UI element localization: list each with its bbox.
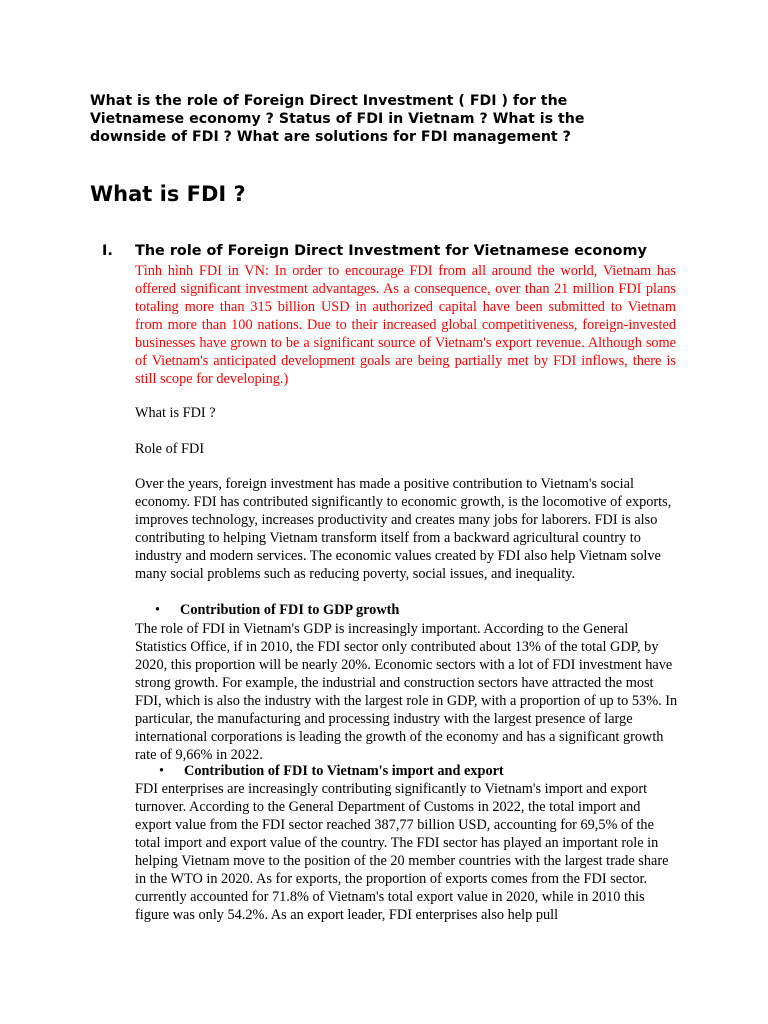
section-number: I. [102,243,113,259]
heading-what-is-fdi: What is FDI ? [90,182,246,206]
red-intro-paragraph: Tình hình FDI in VN: In order to encourage FDI from all around the world, Vietnam has offered significant investment advantages. As a consequence, over than 21 million FDI plans totaling more than 315 billion USD in authorized capital have been submitted to Vietnam from more than 100 nations. Due to their increased global competitiveness, foreign-invested businesses have grown to be a significant source of Vietnam's export revenue. Although some of Vietnam's anticipated development goals are being partially met by FDI inflows, there is still scope for developing.) [135,263,676,387]
bullet-gdp-label: Contribution of FDI to GDP growth [180,602,400,618]
line-role-of-fdi: Role of FDI [135,441,205,457]
gdp-paragraph: The role of FDI in Vietnam's GDP is increasingly important. According to the General Statistics Office, if in 2010, the FDI sector only contributed about 13% of the total GDP, by 2020, this proportion will be nearly 20%. Economic sectors with a lot of FDI investment have strong growth. For example, the industrial and construction sectors have attracted the most FDI, which is also the industry with the largest role in GDP, with a proportion of up to 53%. In particular, the manufacturing and processing industry with the largest presence of large international corporations is leading the growth of the economy and has a significant growth rate of 9,66% in 2022. [135,621,678,763]
bullet-gdp [155,601,400,619]
document-title: What is the role of Foreign Direct Investment ( FDI ) for the Vietnamese economy ? Status of FDI in Vietnam ? What is the downside of FDI ? What are solutions for FDI management ? [90,93,585,145]
bullet-trade [159,762,504,780]
overview-paragraph: Over the years, foreign investment has made a positive contribution to Vietnam's social economy. FDI has contributed significantly to economic growth, is the locomotive of exports, improves technology, increases productivity and creates many jobs for laborers. FDI is also contributing to helping Vietnam transform itself from a backward agricultural country to industry and modern services. The economic values created by FDI also help Vietnam solve many social problems such as reducing poverty, social issues, and inequality. [135,476,672,582]
bullet-dot: • [159,763,165,779]
line-what-is-fdi: What is FDI ? [135,405,216,421]
section-heading [102,242,692,260]
bullet-dot: • [155,602,161,618]
section-title: The role of Foreign Direct Investment for Vietnamese economy [135,243,647,259]
trade-paragraph: FDI enterprises are increasingly contributing significantly to Vietnam's import and export turnover. According to the General Department of Customs in 2022, the total import and export value from the FDI sector reached 387,77 billion USD, accounting for 69,5% of the total import and export value of the country. The FDI sector has played an important role in helping Vietnam move to the position of the 20 member countries with the largest trade share in the WTO in 2020. As for exports, the proportion of exports comes from the FDI sector. currently accounted for 71.8% of Vietnam's total export value in 2020, while in 2010 this figure was only 54.2%. As an export leader, FDI enterprises also help pull [135,781,669,923]
bullet-trade-label: Contribution of FDI to Vietnam's import and export [184,763,504,779]
